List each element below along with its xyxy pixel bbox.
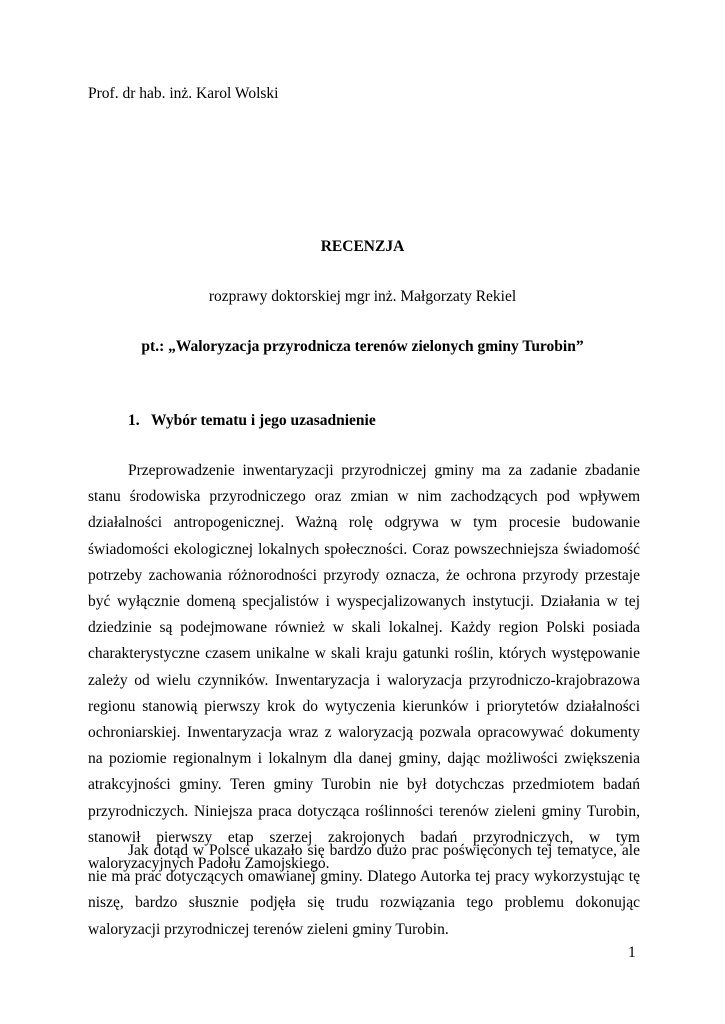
section-heading-text: Wybór tematu i jego uzasadnienie <box>151 412 376 429</box>
document-title: RECENZJA <box>320 238 405 255</box>
section-number: 1. <box>128 412 140 429</box>
page-number: 1 <box>628 944 636 961</box>
section-heading <box>128 412 376 430</box>
document-subtitle: rozprawy doktorskiej mgr inż. Małgorzaty Rekiel <box>208 288 517 305</box>
author-line: Prof. dr hab. inż. Karol Wolski <box>88 85 279 102</box>
body-paragraph-1: Przeprowadzenie inwentaryzacji przyrodniczej gminy ma za zadanie zbadanie stanu środowiska przyrodniczego oraz zmian w nim zachodzących pod wpływem działalności antropogenicznej. Ważną rolę odgrywa w tym procesie budowanie świadomości ekologicznej lokalnych społeczności. Coraz powszechniejsza świadomość potrzeby zachowania różnorodności przyrody oznacza, że ochrona przyrody przestaje być wyłącznie domeną specjalistów i wyspecjalizowanych instytucji. Działania w tej dziedzinie są podejmowane również w skali lokalnej. Każdy region Polski posiada charakterystyczne czasem unikalne w skali kraju gatunki roślin, których występowanie zależy od wielu czynników. Inwentaryzacja i waloryzacja przyrodniczo-krajobrazowa regionu stanowią pierwszy krok do wytyczenia kierunków i priorytetów działalności ochroniarskiej. Inwentaryzacja wraz z waloryzacją pozwala opracowywać dokumenty na poziomie regionalnym i lokalnym dla danej gminy, dając możliwości zwiększenia atrakcyjności gminy. Teren gminy Turobin nie był dotychczas przedmiotem badań przyrodniczych. Niniejsza praca dotycząca roślinności terenów zieleni gminy Turobin, stanowił pierwszy etap szerzej zakrojonych badań przyrodniczych, w tym waloryzacyjnych Padołu Zamojskiego. <box>88 462 640 873</box>
dissertation-topic: pt.: „Waloryzacja przyrodnicza terenów zielonych gminy Turobin” <box>141 338 584 355</box>
body-paragraph-2: Jak dotąd w Polsce ukazało się bardzo dużo prac poświęconych tej tematyce, ale nie ma prac dotyczących omawianej gminy. Dlatego Autorka tej pracy wykorzystując tę niszę, bardzo słusznie podjęła się trudu rozwiązania tego problemu dokonując waloryzacji przyrodniczej terenów zieleni gminy Turobin. <box>88 842 640 938</box>
